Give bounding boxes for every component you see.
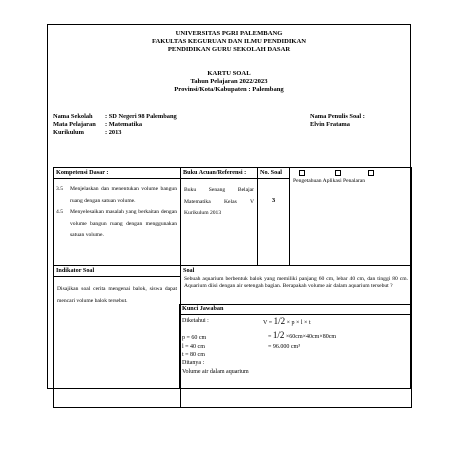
school-label: Nama Sekolah <box>53 113 93 120</box>
indikator-text: Disajikan soal cerita mengenai balok, siswa dapat mencari volume balok tersebut. <box>57 286 177 304</box>
kunci-cell <box>179 304 411 389</box>
step2-rest: ×60cm×40cm×80cm <box>284 334 337 340</box>
indikator-title: Indikator Soal <box>56 267 95 274</box>
school-value: : SD Negeri 98 Palembang <box>105 113 177 120</box>
value-t: t = 80 cm <box>182 352 205 358</box>
province: Provinsi/Kota/Kabupaten : Palembang <box>174 86 284 93</box>
kd-text: Menyelesaikan masalah yang berkaitan dengan volume bangun ruang dengan menggunakan satuan volume. <box>70 209 177 238</box>
author-value: Elvin Fratama <box>310 121 350 128</box>
academic-year: Tahun Pelajaran 2022/2023 <box>190 78 268 85</box>
buku-cell <box>180 167 258 266</box>
kompetensi-cell <box>53 167 181 266</box>
formula-lhs: V = <box>263 320 274 326</box>
curriculum-label: Kurikulum <box>53 129 84 136</box>
kd-item <box>54 184 180 207</box>
soal-title: Soal <box>183 267 195 274</box>
indikator-cell <box>53 265 181 408</box>
no-soal-value: 3 <box>271 197 276 204</box>
checkbox-penalaran[interactable] <box>368 170 374 176</box>
subject-value: : Matematika <box>105 121 143 128</box>
level-labels: Pengetahuan Aplikasi Penalaran <box>293 178 366 184</box>
kd-item <box>54 207 180 242</box>
author-label: Nama Penulis Soal : <box>310 113 365 120</box>
meta-curriculum <box>53 129 122 137</box>
result-line: = 96.000 cm³ <box>268 344 301 350</box>
step2-line <box>268 331 336 341</box>
level-cell <box>289 167 412 266</box>
no-soal-title: No. Soal <box>260 169 283 176</box>
university-name: UNIVERSITAS PGRI PALEMBANG <box>175 30 283 37</box>
step2-prefix: = <box>268 334 273 340</box>
meta-subject <box>53 121 142 129</box>
faculty-name: FAKULTAS KEGURUAN DAN ILMU PENDIDIKAN <box>151 38 307 45</box>
ditanya-label: Ditanya : <box>182 360 205 366</box>
kompetensi-title: Kompetensi Dasar : <box>56 169 109 176</box>
formula-rest: × p × l × t <box>285 320 311 326</box>
checkbox-aplikasi[interactable] <box>335 170 341 176</box>
card-title: KARTU SOAL <box>207 70 251 77</box>
subject-label: Mata Pelajaran <box>53 121 96 128</box>
kd-number: 3.5 <box>56 186 63 192</box>
soal-text: Sebuah aquarium berbentuk balok yang memiliki panjang 60 cm, lebar 40 cm, dan tinggi 80 cm. Aquarium diisi dengan air setengah bagian. Berapakah volume air dalam aquarium tersebut ? <box>184 276 408 289</box>
kd-text: Menjelaskan dan menentukan volume bangun ruang dengan satuan volume. <box>70 186 177 204</box>
ditanya-value: Volume air dalam aquarium <box>182 369 249 375</box>
no-soal-cell <box>257 167 290 266</box>
checkbox-pengetahuan[interactable] <box>299 170 305 176</box>
meta-school <box>53 113 177 121</box>
program-name: PENDIDIKAN GURU SEKOLAH DASAR <box>167 46 291 53</box>
formula-line <box>263 317 311 327</box>
buku-text: Buku Senang Belajar Matematika Kelas V Kurikulum 2013 <box>184 187 254 216</box>
diketahui-label: Diketahui : <box>182 318 209 324</box>
buku-title: Buku Acuan/Referensi : <box>183 169 247 176</box>
formula-half: 1/2 <box>273 316 286 326</box>
step2-half: 1/2 <box>272 330 285 340</box>
value-l: l = 40 cm <box>182 344 205 350</box>
value-p: p = 60 cm <box>182 335 207 341</box>
kunci-title: Kunci Jawaban <box>182 305 224 312</box>
level-checkbox-row <box>290 168 411 178</box>
curriculum-value: : 2013 <box>105 129 122 136</box>
kd-number: 4.5 <box>56 209 63 215</box>
